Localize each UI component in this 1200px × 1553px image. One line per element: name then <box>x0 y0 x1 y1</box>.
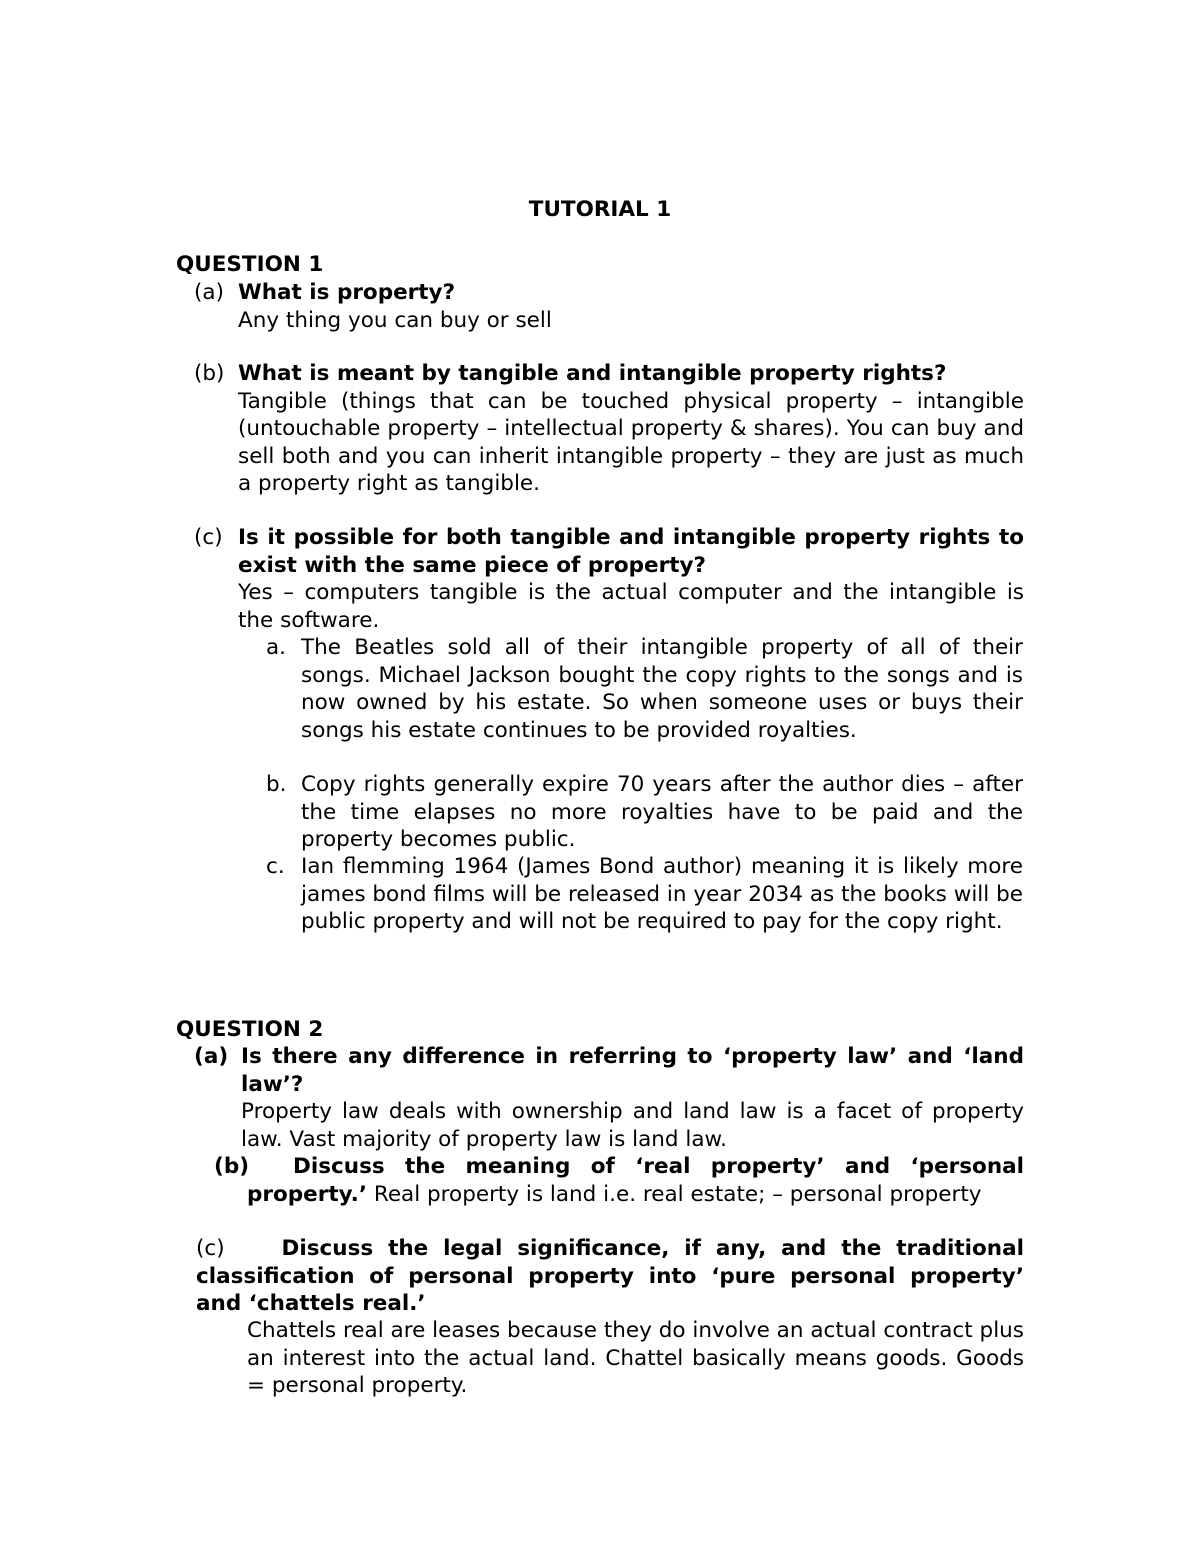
q2-c-block <box>196 1235 1024 1318</box>
q1-c-list-item-a: The Beatles sold all of their intangible property of all of their songs. Michael Jackson bought the copy rights to the songs and is now owned by his estate. So when someone uses or buys their songs his estate continues to be provided royalties. <box>301 635 1023 743</box>
q1-c-list-marker-b: b. <box>266 772 287 797</box>
q1-b-block <box>238 360 1024 498</box>
question-1-heading: QUESTION 1 <box>176 252 324 277</box>
q1-c-label: (c) <box>194 525 223 550</box>
q2-a-answer: Property law deals with ownership and land law is a facet of property law. Vast majority of property law is land law. <box>241 1099 1024 1152</box>
q1-b-label: (b) <box>194 361 225 386</box>
q1-c-list-item-b: Copy rights generally expire 70 years after the author dies – after the time elapses no more royalties have to be paid and the property becomes public. <box>301 772 1023 852</box>
q2-c-question: Discuss the legal significance, if any, and the traditional classification of personal property into ‘pure personal property’ and ‘chattels real.’ <box>196 1236 1024 1316</box>
q1-a-answer: Any thing you can buy or sell <box>238 307 552 333</box>
q1-c-block <box>238 524 1024 634</box>
q1-c-list-marker-c: c. <box>266 854 285 879</box>
q1-c-question: Is it possible for both tangible and intangible property rights to exist with the same piece of property? <box>238 525 1024 578</box>
q1-c-answer: Yes – computers tangible is the actual computer and the intangible is the software. <box>238 580 1024 633</box>
q2-a-label: (a) <box>194 1044 229 1069</box>
q1-c-list-marker-a: a. <box>266 635 287 660</box>
q2-a-question: Is there any difference in referring to ‘property law’ and ‘land law’? <box>241 1044 1024 1097</box>
q2-b-answer: Real property is land i.e. real estate; – personal property <box>373 1181 982 1207</box>
q1-a-label: (a) <box>194 280 224 305</box>
q1-b-answer: Tangible (things that can be touched physical property – intangible (untouchable property – intellectual property & shares). You can buy and sell both and you can inherit intangible property – they are just as much a property right as tangible. <box>238 388 1024 496</box>
q1-a-block <box>238 279 1024 334</box>
q1-a-question: What is property? <box>238 280 456 305</box>
q1-b-question: What is meant by tangible and intangible property rights? <box>238 361 947 386</box>
q2-c-answer: Chattels real are leases because they do involve an actual contract plus an interest into the actual land. Chattel basically means goods. Goods = personal property. <box>247 1318 1024 1398</box>
q2-c-label: (c) <box>196 1236 225 1261</box>
q2-b-question: Discuss the meaning of ‘real property’ and ‘personal property.’ <box>247 1154 1024 1207</box>
q2-a-block <box>241 1043 1024 1153</box>
q2-b-block <box>247 1153 1024 1208</box>
q1-c-list-item-c: Ian flemming 1964 (James Bond author) meaning it is likely more james bond films will be released in year 2034 as the books will be public property and will not be required to pay for the copy right. <box>301 854 1023 934</box>
q2-b-label: (b) <box>214 1154 250 1179</box>
page-title: TUTORIAL 1 <box>528 197 672 222</box>
question-2-heading: QUESTION 2 <box>176 1017 324 1042</box>
